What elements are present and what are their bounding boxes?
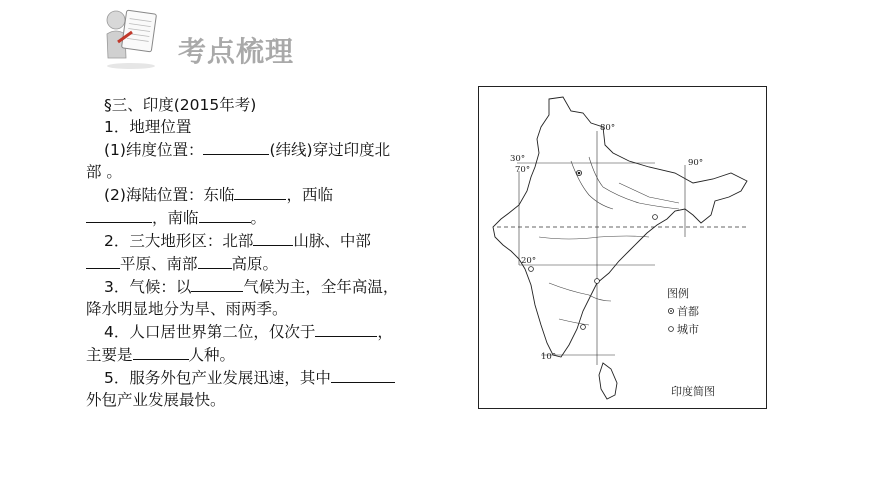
list-item xyxy=(86,229,456,252)
capital-dot xyxy=(578,172,580,174)
item-text: 气候：以 xyxy=(129,278,192,296)
mascot-with-notepad-icon xyxy=(98,6,164,70)
item-text: ，西临 xyxy=(286,186,333,204)
longitude-label: 70° xyxy=(515,165,531,175)
item-text: (1)纬度位置： xyxy=(104,141,204,159)
item-text: (2)海陆位置：东临 xyxy=(104,186,235,204)
item-number: 2． xyxy=(104,232,130,250)
india-map xyxy=(478,86,767,409)
city-marker-icon xyxy=(581,325,586,330)
item-text: 部 。 xyxy=(86,163,122,181)
answer-blank[interactable] xyxy=(86,206,152,223)
answer-blank[interactable] xyxy=(191,275,243,292)
page-title: 考点梳理 xyxy=(178,35,295,68)
longitude-label: 90° xyxy=(688,158,704,168)
question-content xyxy=(86,94,456,411)
answer-blank[interactable] xyxy=(86,252,120,269)
longitude-label: 80° xyxy=(600,123,616,133)
legend-city-icon xyxy=(669,327,674,332)
list-item xyxy=(86,116,456,138)
list-item xyxy=(86,183,456,206)
rivers xyxy=(539,157,679,325)
city-marker-icon xyxy=(595,279,600,284)
latitude-label: 30° xyxy=(510,154,526,164)
list-item-continued xyxy=(86,161,456,183)
india-map-drawing xyxy=(479,87,766,408)
list-item xyxy=(86,138,456,161)
item-text: 气候为主，全年高温， xyxy=(243,278,399,296)
item-text: 降水明显地分为旱、雨两季。 xyxy=(86,300,288,318)
legend-title: 图例 xyxy=(667,287,689,300)
latitude-label: 20° xyxy=(521,256,537,266)
item-text: 服务外包产业发展迅速，其中 xyxy=(129,369,331,387)
item-text: (纬线)穿过印度北 xyxy=(269,141,391,159)
item-number: 5． xyxy=(104,369,130,387)
sri-lanka-outline xyxy=(599,363,617,399)
list-item-continued xyxy=(86,206,456,229)
item-text: 三大地形区：北部 xyxy=(129,232,254,250)
answer-blank[interactable] xyxy=(199,206,251,223)
item-text: ， xyxy=(377,323,393,341)
item-text: 高原。 xyxy=(231,255,279,273)
list-item-continued xyxy=(86,298,456,320)
city-marker-icon xyxy=(529,267,534,272)
legend-capital-dot xyxy=(670,310,672,312)
city-marker-icon xyxy=(653,215,658,220)
list-item xyxy=(86,366,456,389)
item-text: 人口居世界第二位，仅次于 xyxy=(129,323,316,341)
answer-blank[interactable] xyxy=(234,183,286,200)
list-item xyxy=(86,320,456,343)
item-number: 4． xyxy=(104,323,130,341)
item-text: 外包产业发展最快。 xyxy=(86,391,226,409)
item-text: ，南临 xyxy=(152,209,199,227)
latitude-label: 10° xyxy=(541,352,557,362)
item-text: 山脉、中部 xyxy=(293,232,371,250)
list-item-continued xyxy=(86,252,456,275)
list-item-continued xyxy=(86,389,456,411)
list-item xyxy=(86,275,456,298)
item-number: 1． xyxy=(104,118,130,136)
list-item-continued xyxy=(86,343,456,366)
map-caption: 印度简图 xyxy=(671,385,715,398)
answer-blank[interactable] xyxy=(331,366,395,383)
section-title: §三、印度(2015年考) xyxy=(104,96,257,114)
answer-blank[interactable] xyxy=(198,252,232,269)
answer-blank[interactable] xyxy=(133,343,189,360)
item-number: 3． xyxy=(104,278,130,296)
item-text: 平原、南部 xyxy=(120,255,198,273)
item-text: 。 xyxy=(250,209,267,227)
item-text: 人种。 xyxy=(188,346,236,364)
legend-capital-label: 首都 xyxy=(677,305,699,318)
city-markers xyxy=(529,170,658,329)
answer-blank[interactable] xyxy=(253,229,293,246)
answer-blank[interactable] xyxy=(203,138,269,155)
legend-city-label: 城市 xyxy=(677,323,699,336)
item-text: 地理位置 xyxy=(129,118,192,136)
answer-blank[interactable] xyxy=(315,320,377,337)
item-text: 主要是 xyxy=(86,346,133,364)
